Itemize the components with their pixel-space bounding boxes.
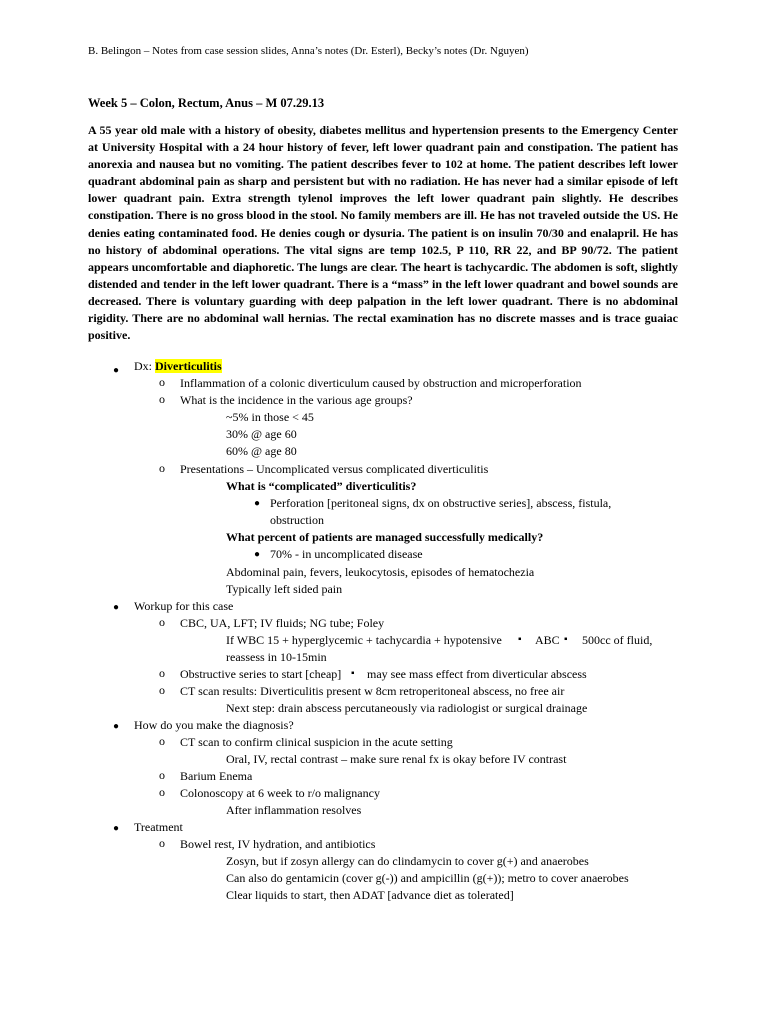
outline-line: Clear liquids to start, then ADAT [advance diet as tolerated] [226, 888, 514, 902]
outline-line: may see mass effect from diverticular abscess [367, 667, 587, 681]
outline-line: CT scan results: Diverticulitis present w 8cm retroperitoneal abscess, no free air [180, 684, 565, 698]
outline-line: Obstructive series to start [cheap] [180, 667, 342, 681]
bullet-dot: ● [113, 365, 120, 376]
case-paragraph: A 55 year old male with a history of obesity, diabetes mellitus and hypertension presents to the Emergency Center at University Hospital with a 24 hour history of fever, left lower quadrant pain and constipation. The patient has anorexia and nausea but no vomiting. The patient describes fever to 102 at home. The patient describes left lower quadrant abdominal pain as sharp and persistent but with no radiation. He has never had a similar episode of left lower quadrant pain. Extra strength tylenol improves the left lower quadrant pain slightly. He describes constipation. There is no gross blood in the stool. No family members are ill. He has not traveled outside the US. He denies eating contaminated food. He denies cough or dysuria. The patient is on insulin 70/30 and enalapril. He has no history of abdominal operations. The vital signs are temp 102.5, P 110, RR 22, and BP 90/72. The patient appears uncomfortable and diaphoretic. The lungs are clear. The heart is tachycardic. The abdomen is soft, slightly distended and tender in the left lower quadrant. There is a “mass” in the left lower quadrant and bowel sounds are decreased. There is voluntary guarding with deep palpation in the left lower quadrant. There is no abdominal rigidity. There are no abdominal wall hernias. The rectal examination has no discrete masses and is trace guaiac positive. [88, 123, 678, 343]
outline-line: reassess in 10-15min [226, 650, 327, 664]
bullet-dot: ● [113, 602, 120, 613]
outline-line: Inflammation of a colonic diverticulum caused by obstruction and microperforation [180, 376, 582, 390]
outline-line: Presentations – Uncomplicated versus complicated diverticulitis [180, 462, 489, 476]
bullet-circle: o [159, 734, 165, 748]
outline-line: Treatment [134, 820, 183, 834]
bullet-circle: o [159, 461, 165, 475]
dx-highlight: Diverticulitis [155, 359, 222, 373]
bullet-dot: ● [254, 498, 261, 509]
outline-line: Zosyn, but if zosyn allergy can do clindamycin to cover g(+) and anaerobes [226, 854, 589, 868]
outline-line: Can also do gentamicin (cover g(-)) and ampicillin (g(+)); metro to cover anaerobes [226, 871, 629, 885]
outline-line: obstruction [270, 513, 324, 527]
outline-line: Next step: drain abscess percutaneously via radiologist or surgical drainage [226, 701, 588, 715]
outline-line: Abdominal pain, fevers, leukocytosis, episodes of hematochezia [226, 565, 535, 579]
week-title: Week 5 – Colon, Rectum, Anus – M 07.29.13 [88, 96, 325, 110]
outline-line: Oral, IV, rectal contrast – make sure renal fx is okay before IV contrast [226, 752, 567, 766]
outline-line: 30% @ age 60 [226, 427, 297, 441]
dx-line [134, 358, 222, 374]
bullet-circle: o [159, 392, 165, 406]
outline-line: Typically left sided pain [226, 582, 343, 596]
bullet-dot: ● [254, 549, 261, 560]
outline-line: CT scan to confirm clinical suspicion in the acute setting [180, 735, 453, 749]
outline-line: 60% @ age 80 [226, 444, 297, 458]
outline-line: 70% - in uncomplicated disease [270, 547, 423, 561]
outline-line: CBC, UA, LFT; IV fluids; NG tube; Foley [180, 616, 385, 630]
outline-line: Workup for this case [134, 599, 234, 613]
dx-prefix: Dx: [134, 359, 155, 373]
arrow-bullet: ▪ [564, 634, 568, 645]
bullet-circle: o [159, 615, 165, 629]
outline-line: Colonoscopy at 6 week to r/o malignancy [180, 786, 380, 800]
bullet-circle: o [159, 768, 165, 782]
header-note: B. Belingon – Notes from case session slides, Anna’s notes (Dr. Esterl), Becky’s notes (Dr. Nguyen) [88, 45, 529, 57]
bullet-dot: ● [113, 823, 120, 834]
outline-question: What is “complicated” diverticulitis? [226, 479, 417, 493]
bullet-circle: o [159, 666, 165, 680]
outline-question: What percent of patients are managed successfully medically? [226, 530, 544, 544]
outline-line: Barium Enema [180, 769, 253, 783]
bullet-circle: o [159, 375, 165, 389]
outline-line: If WBC 15 + hyperglycemic + tachycardia + hypotensive [226, 633, 502, 647]
outline-line: 500cc of fluid, [582, 633, 653, 647]
outline-line: After inflammation resolves [226, 803, 362, 817]
outline-line: Bowel rest, IV hydration, and antibiotics [180, 837, 376, 851]
bullet-circle: o [159, 836, 165, 850]
bullet-circle: o [159, 785, 165, 799]
outline-line: What is the incidence in the various age groups? [180, 393, 413, 407]
bullet-dot: ● [113, 721, 120, 732]
outline-line: How do you make the diagnosis? [134, 718, 294, 732]
bullet-circle: o [159, 683, 165, 697]
outline-line: Perforation [peritoneal signs, dx on obstructive series], abscess, fistula, [270, 496, 612, 510]
outline-line: ~5% in those < 45 [226, 410, 314, 424]
outline-line: ABC [535, 633, 560, 647]
arrow-bullet: ▪ [518, 634, 522, 645]
arrow-bullet: ▪ [351, 668, 355, 679]
